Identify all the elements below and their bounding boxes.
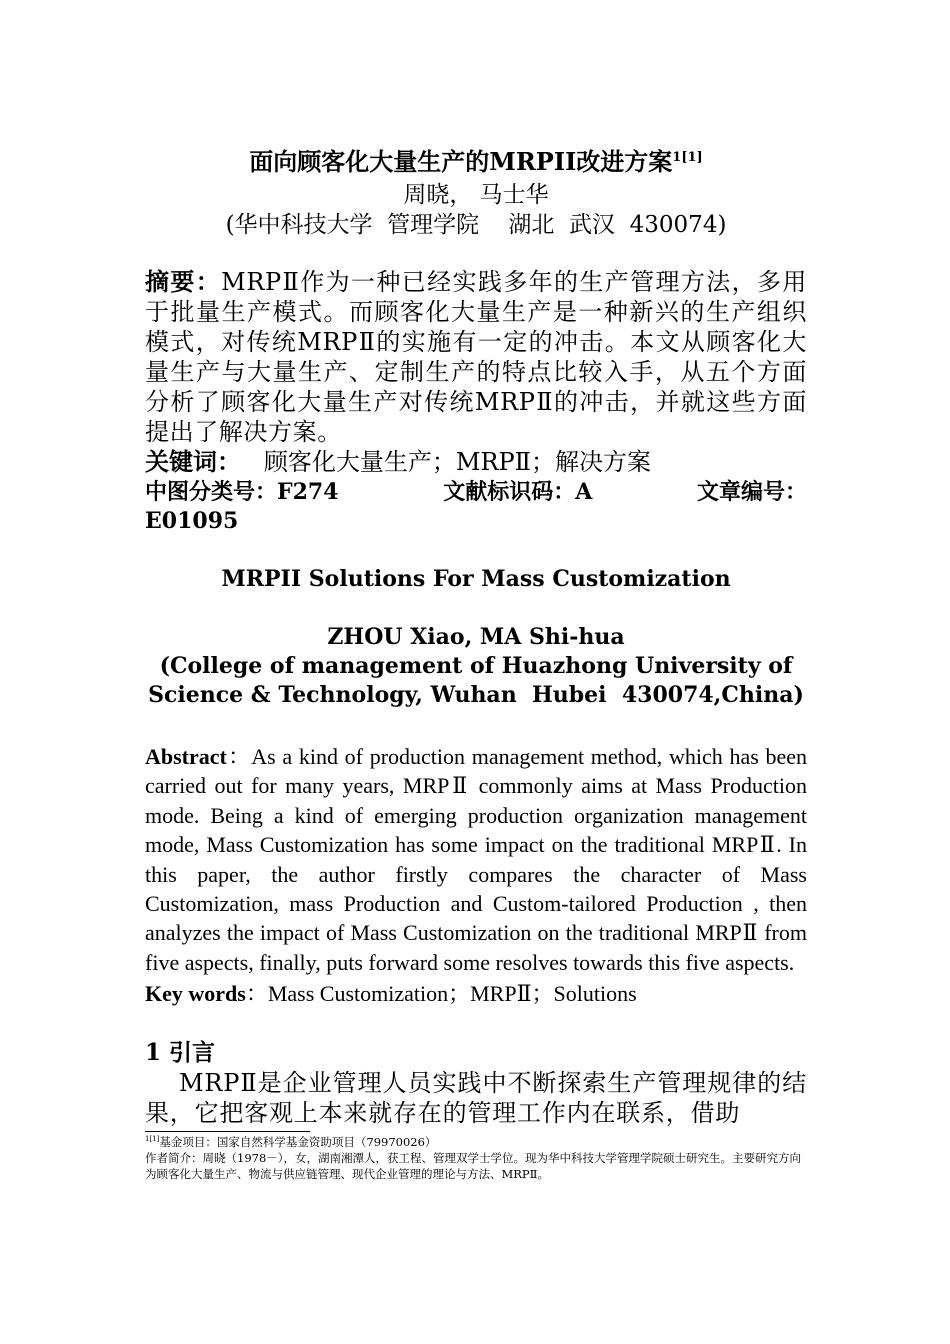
cn-article-number-label: 文章编号： bbox=[696, 479, 807, 505]
cn-keywords bbox=[145, 447, 807, 477]
en-affiliation: (College of management of Huazhong University of Science & Technology, Wuhan Hubei 430074,China) bbox=[148, 653, 804, 708]
cn-abstract-text: MRPⅡ作为一种已经实践多年的生产管理方法，多用于批量生产模式。而顾客化大量生产是一种新兴的生产组织模式，对传统MRPⅡ的实施有一定的冲击。本文从顾客化大量生产与大量生产、定制生产的特点比较入手，从五个方面分析了顾客化大量生产对传统MRPⅡ的冲击，并就这些方面提出了解决方案。 bbox=[145, 268, 807, 446]
en-keywords-label: Key words bbox=[145, 981, 246, 1007]
en-keywords bbox=[145, 979, 807, 1008]
footnote-divider bbox=[145, 1131, 310, 1132]
cn-affiliation: (华中科技大学 管理学院 湖北 武汉 430074) bbox=[225, 212, 727, 238]
en-abstract-text: ：As a kind of production management method, which has been carried out for many years, MRPⅡ commonly aims at Mass Production mode. Being a kind of emerging production organization management mode, Mass Customization has some impact on the traditional MRPⅡ. In this paper, the author firstly compares the character of Mass Customization, mass Production and Custom-tailored Production , then analyzes the impact of Mass Customization on the traditional MRPⅡ from five aspects, finally, puts forward some resolves towards this five aspects. bbox=[145, 744, 807, 975]
en-abstract bbox=[145, 742, 807, 977]
en-authors: ZHOU Xiao, MA Shi-hua bbox=[327, 624, 625, 650]
cn-authors: 周晓， 马士华 bbox=[403, 182, 549, 208]
section-1-paragraph: MRPⅡ是企业管理人员实践中不断探索生产管理规律的结果，它把客观上本来就存在的管理工作内在联系，借助 bbox=[145, 1069, 807, 1128]
cn-keywords-text: 顾客化大量生产；MRPⅡ；解决方案 bbox=[241, 448, 651, 476]
en-title: MRPII Solutions For Mass Customization bbox=[221, 566, 731, 592]
cn-abstract bbox=[145, 267, 807, 447]
cn-class-number: 中图分类号：F274 bbox=[145, 479, 339, 505]
en-keywords-text: ：Mass Customization；MRPⅡ；Solutions bbox=[245, 981, 637, 1007]
cn-title-text: 面向顾客化大量生产的MRPII改进方案 bbox=[249, 147, 673, 176]
cn-abstract-label: 摘要： bbox=[145, 267, 222, 296]
paper-page bbox=[145, 140, 807, 1182]
footnote-author-bio: 作者简介：周晓（1978－），女，湖南湘潭人，获工程、管理双学士学位。现为华中科技大学管理学院硕士研究生。主要研究方向为顾客化大量生产、物流与供应链管理、现代企业管理的理论与方法、MRPⅡ。 bbox=[145, 1151, 802, 1182]
footnote-funding bbox=[145, 1134, 807, 1150]
cn-classification-line bbox=[145, 477, 807, 507]
footnote-funding-text: 基金项目：国家自然科学基金资助项目（79970026） bbox=[159, 1135, 437, 1150]
cn-title bbox=[145, 144, 807, 180]
footnote-mark: 1[1] bbox=[145, 1135, 160, 1144]
cn-article-number: E01095 bbox=[145, 508, 239, 534]
en-abstract-label: Abstract bbox=[145, 744, 227, 769]
section-1-heading: 1 引言 bbox=[145, 1039, 216, 1067]
cn-title-footnote-mark: 1[1] bbox=[672, 150, 703, 165]
cn-document-code: 文献标识码：A bbox=[443, 479, 593, 505]
cn-keywords-label: 关键词： bbox=[145, 447, 241, 476]
footnotes bbox=[145, 1134, 807, 1182]
